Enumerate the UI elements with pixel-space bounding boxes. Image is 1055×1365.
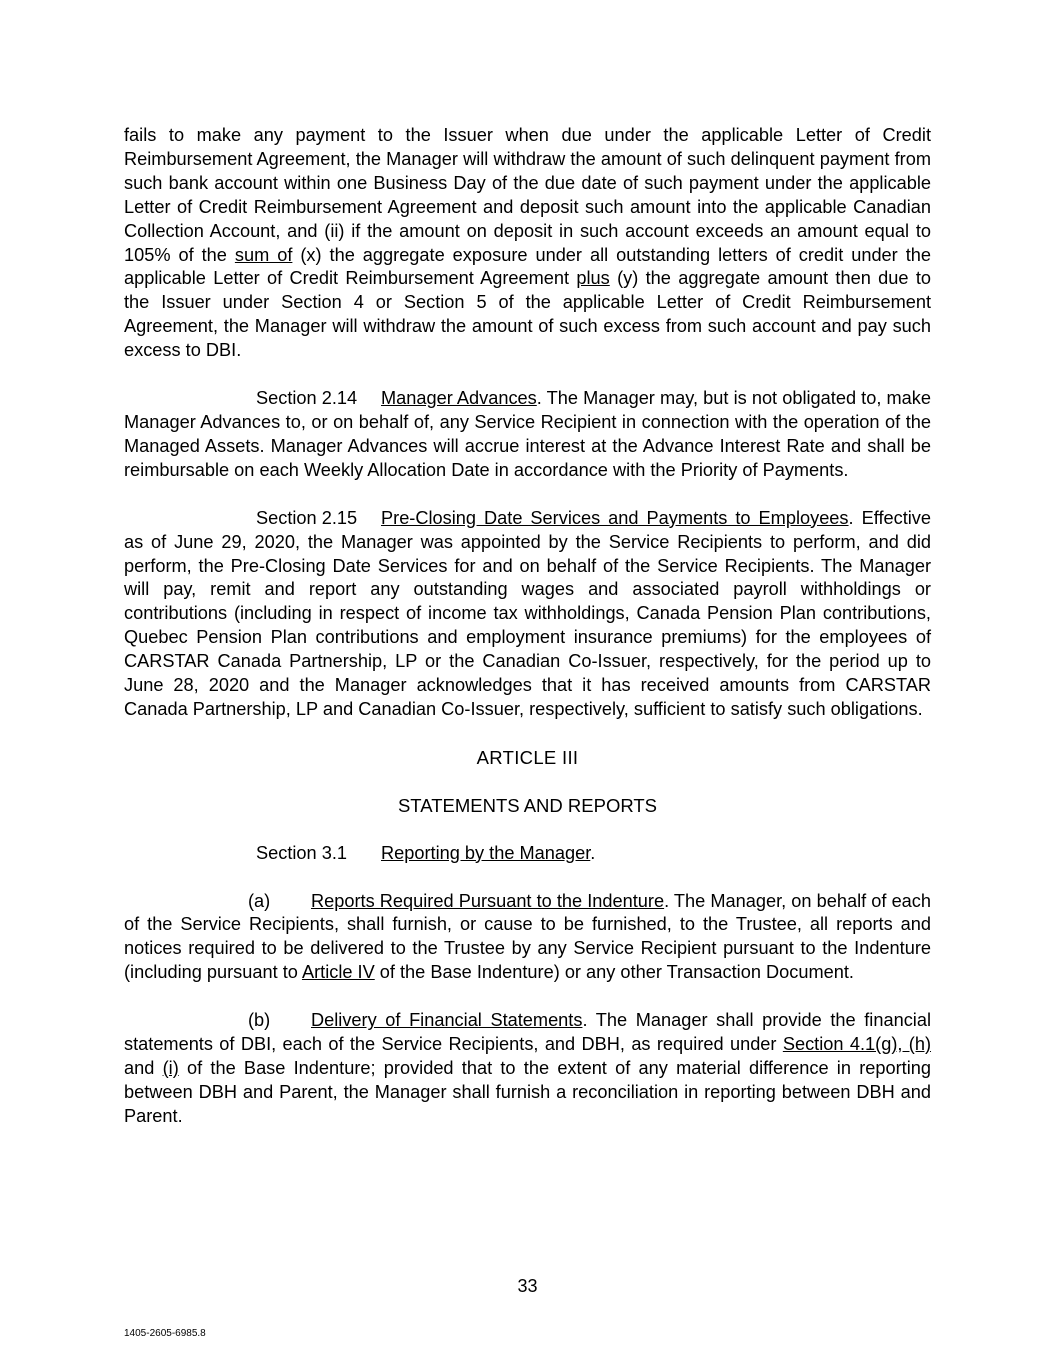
cross-reference: Section 4.1(g), (h) [782,1034,932,1055]
paragraph-a [124,890,931,986]
text-run: fails to make any payment to the Issuer when due under the applicable Letter of Credit Reimbursement Agreement, the Manager will withdraw the amount of such delinquent payment from such bank account within one Business Day of the due date of such payment under the applicable Letter of Credit Reimbursement Agreement and deposit such amount into the applicable Canadian Collection Account, and (ii) if the amount on deposit in such account exceeds an amount equal to 105% of the [124,125,931,265]
paragraph-body: of the Base Indenture) or any other Transaction Document. [374,962,854,983]
text-run: (y) the aggregate amount then due to the Issuer under Section 4 or Section 5 of the applicable Letter of Credit Reimbursement Agreement, the Manager will withdraw the amount of such excess from such account and pay such excess to DBI. [124,268,931,361]
paragraph-b [124,1009,931,1129]
section-body: . The Manager may, but is not obligated to, make Manager Advances to, or on behalf of, any Service Recipient in connection with the operation of the Managed Assets. Manager Advances will accrue interest at the Advance Interest Rate and shall be reimbursable on each Weekly Allocation Date in accordance with the Priority of Payments. [124,388,931,480]
section-body: . [590,842,596,863]
section-2-14 [124,387,931,483]
paragraph-body: . The Manager, on behalf of each of the Service Recipients, shall furnish, or cause to be furnished, to the Trustee, all reports and notices required to be delivered to the Trustee by any Service Recipient pursuant to the Indenture (including pursuant to [124,890,932,983]
paragraph-body: of the Base Indenture; provided that to the extent of any material difference in reporting between DBH and Parent, the Manager shall furnish a reconciliation in reporting between DBH and Parent. [124,1058,931,1126]
paragraph-title: Delivery of Financial Statements [311,1010,583,1031]
cross-reference: Article IV [301,962,375,983]
section-number: Section 3.1 [256,842,347,863]
section-number: Section 2.15 [256,507,358,528]
section-number: Section 2.14 [256,388,358,409]
section-2-15 [124,507,931,722]
section-title: Manager Advances [381,388,537,409]
text-run: (x) the aggregate exposure under all outstanding letters of credit under the applicable Letter of Credit Reimbursement Agreement [124,244,931,289]
underlined-term: plus [576,268,610,289]
paragraph-continuation [124,124,931,363]
paragraph-title: Reports Required Pursuant to the Indenture [311,890,665,911]
underlined-term: sum of [234,244,293,265]
article-title: ARTICLE III [476,746,579,768]
paragraph-label: (a) [248,890,271,911]
cross-reference: (i) [162,1058,179,1078]
paragraph-body: and [124,1058,163,1078]
paragraph-label: (b) [248,1010,271,1031]
document-page [124,124,931,1129]
section-3-1 [124,842,931,866]
section-title: Pre-Closing Date Services and Payments to Employees [381,507,849,528]
page-number: 33 [517,1276,538,1296]
section-title: Reporting by the Manager [381,842,591,863]
paragraph-body: . The Manager shall provide the financial statements of DBI, each of the Service Recipients, and DBH, as required under [124,1010,931,1055]
article-subtitle: STATEMENTS AND REPORTS [397,794,658,816]
document-id: 1405-2605-6985.8 [124,1328,206,1339]
section-body: . Effective as of June 29, 2020, the Manager was appointed by the Service Recipients to perform, and did perform, the Pre-Closing Date Services for and on behalf of the Service Recipients. The Manager will pay, remit and report any outstanding wages and associated payroll withholdings or contributions (including in respect of income tax withholdings, Canada Pension Plan contributions, Quebec Pension Plan contributions and employment insurance premiums) for the employees of CARSTAR Canada Partnership, LP or the Canadian Co-Issuer, respectively, for the period up to June 28, 2020 and the Manager acknowledges that it has received amounts from CARSTAR Canada Partnership, LP and Canadian Co-Issuer, respectively, sufficient to satisfy such obligations. [124,507,932,719]
